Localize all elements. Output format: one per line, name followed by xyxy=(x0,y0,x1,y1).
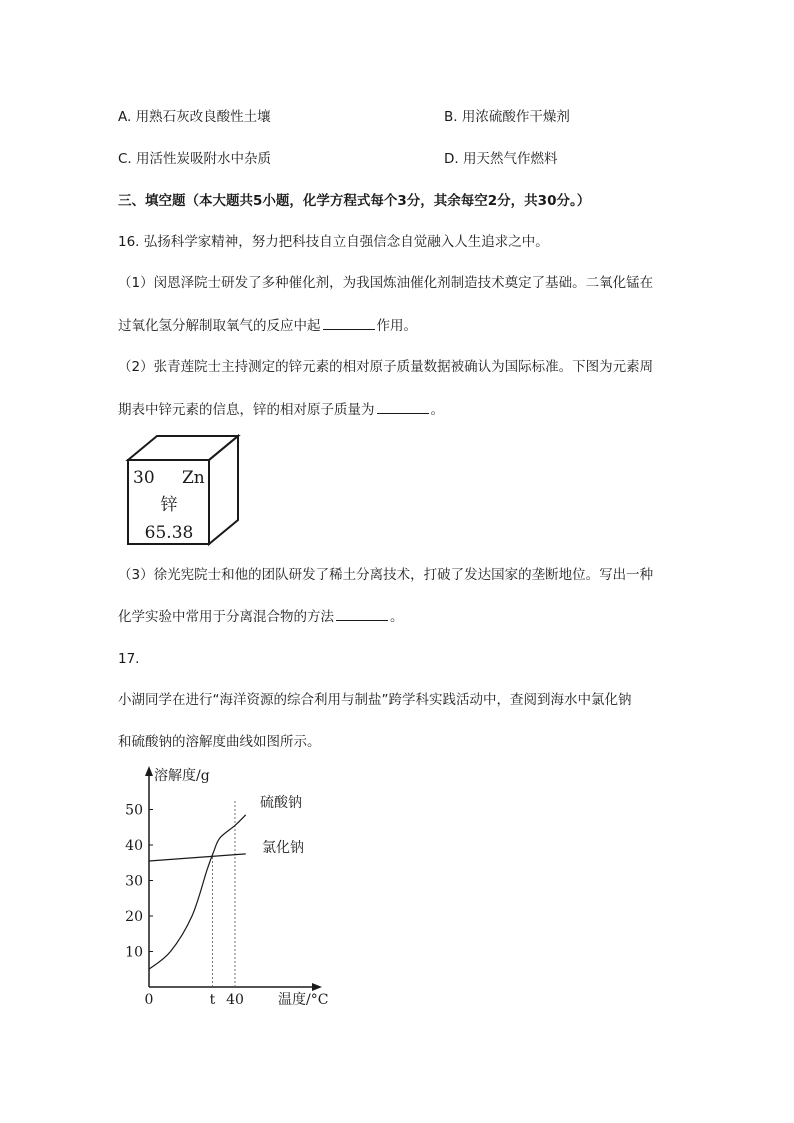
q17-line1: 小湖同学在进行“海洋资源的综合利用与制盐”跨学科实践活动中，查阅到海水中氯化钠 xyxy=(118,692,632,708)
q16-part2-line1: （2）张青莲院士主持测定的锌元素的相对原子质量数据被确认为国际标准。下图为元素周 xyxy=(118,359,654,375)
series-line xyxy=(149,854,246,861)
q17-number: 17. xyxy=(118,651,140,667)
x-tick-label: t xyxy=(209,992,216,1008)
element-number: 30 xyxy=(133,468,155,488)
y-axis-label: 溶解度/g xyxy=(154,768,210,784)
q16-part3-line2 xyxy=(118,606,404,627)
q16-part1-text-before: 过氧化氢分解制取氧气的反应中起 xyxy=(118,318,321,334)
q16-part2-text-before: 期表中锌元素的信息，锌的相对原子质量为 xyxy=(118,402,375,418)
y-tick-label: 30 xyxy=(125,873,143,890)
y-axis-arrow xyxy=(145,766,153,776)
x-tick-label: 0 xyxy=(144,992,154,1008)
option-d: D. 用天然气作燃料 xyxy=(444,151,558,167)
option-a: A. 用熟石灰改良酸性土壤 xyxy=(118,109,271,125)
q16-part1-text-after: 作用。 xyxy=(376,318,417,334)
element-mass: 65.38 xyxy=(144,523,194,543)
q16-part1-line1: （1）闵恩泽院士研发了多种催化剂，为我国炼油催化剂制造技术奠定了基础。二氧化锰在 xyxy=(118,275,654,291)
element-name: 锌 xyxy=(160,495,178,515)
q16-part2-text-after: 。 xyxy=(430,402,444,418)
q16-part3-text-before: 化学实验中常用于分离混合物的方法 xyxy=(118,609,334,625)
series-line xyxy=(149,815,246,969)
y-tick-label: 50 xyxy=(125,802,143,819)
q16-stem: 16. 弘扬科学家精神，努力把科技自立自强信念自觉融入人生追求之中。 xyxy=(118,234,549,250)
x-axis-label: 温度/°C xyxy=(278,992,329,1008)
y-tick-label: 10 xyxy=(125,944,143,961)
q16-part2-blank xyxy=(377,399,429,414)
series-label: 氯化钠 xyxy=(262,840,304,856)
x-axis-arrow xyxy=(312,983,322,991)
q16-part3-text-after: 。 xyxy=(390,609,404,625)
y-tick-label: 20 xyxy=(125,909,143,925)
q16-part2-line2 xyxy=(118,399,444,420)
section-title: 三、填空题（本大题共5小题，化学方程式每个3分，其余每空2分，共30分。） xyxy=(118,193,591,209)
q16-part3-blank xyxy=(336,606,388,621)
series-label: 硫酸钠 xyxy=(260,795,302,811)
element-cube xyxy=(120,430,245,550)
x-tick-label: 40 xyxy=(226,992,244,1008)
option-b: B. 用浓硫酸作干燥剂 xyxy=(444,109,570,125)
element-symbol: Zn xyxy=(182,468,205,488)
solubility-chart xyxy=(110,760,350,1010)
q16-part1-blank xyxy=(323,315,375,330)
q16-part3-line1: （3）徐光宪院士和他的团队研发了稀土分离技术，打破了发达国家的垄断地位。写出一种 xyxy=(118,567,654,583)
q17-line2: 和硫酸钠的溶解度曲线如图所示。 xyxy=(118,734,321,750)
y-tick-label: 40 xyxy=(125,838,143,854)
q16-part1-line2 xyxy=(118,315,417,336)
option-c: C. 用活性炭吸附水中杂质 xyxy=(118,151,272,167)
